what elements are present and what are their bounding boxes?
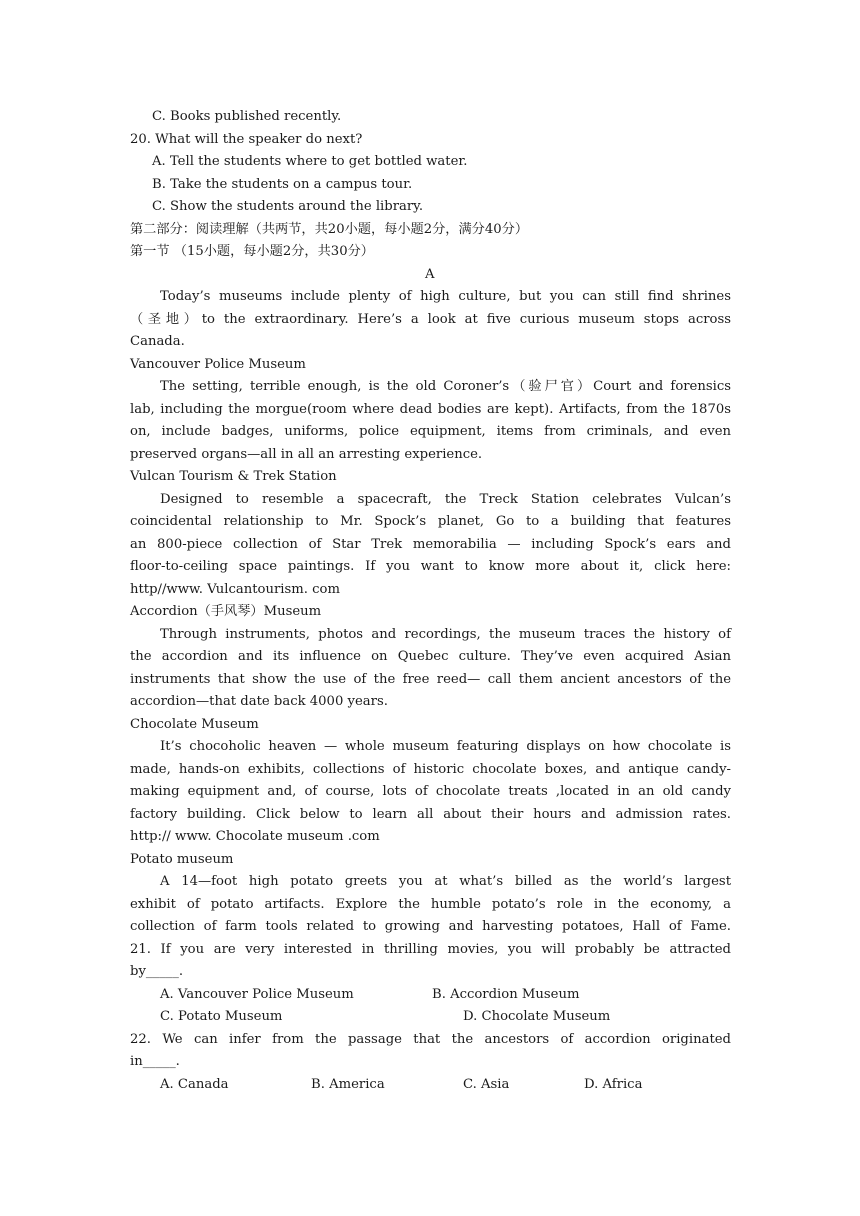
museum-heading-chocolate: Chocolate Museum	[130, 717, 259, 732]
q21-stem-cont: by_____.	[130, 964, 184, 979]
passage-line: on, include badges, uniforms, police equipment, items from criminals, and even	[130, 424, 731, 439]
q19-option-c: C. Books published recently.	[152, 109, 342, 124]
q21-option-d: D. Chocolate Museum	[463, 1009, 611, 1024]
passage-line: an 800-piece collection of Star Trek memorabilia — including Spock’s ears and	[130, 537, 731, 552]
passage-line: factory building. Click below to learn all about their hours and admission rates.	[130, 807, 731, 822]
section1-heading: 第一节 （15小题，每小题2分，共30分）	[130, 244, 374, 259]
passage-line: A 14—foot high potato greets you at what’s billed as the world’s largest	[160, 874, 731, 889]
passage-line: Through instruments, photos and recordings, the museum traces the history of	[160, 627, 731, 642]
q22-option-a: A. Canada	[160, 1077, 229, 1092]
q20-stem: 20. What will the speaker do next?	[130, 132, 363, 147]
q21-stem: 21. If you are very interested in thrilling movies, you will probably be attracted	[130, 942, 731, 957]
passage-line: exhibit of potato artifacts. Explore the humble potato’s role in the economy, a	[130, 897, 731, 912]
passage-line: accordion—that date back 4000 years.	[130, 694, 388, 709]
passage-line: lab, including the morgue(room where dead bodies are kept). Artifacts, from the 1870s	[130, 402, 731, 417]
passage-line: http//www. Vulcantourism. com	[130, 582, 340, 597]
passage-line: instruments that show the use of the free reed— call them ancient ancestors of the	[130, 672, 731, 687]
passage-line: Designed to resemble a spacecraft, the Treck Station celebrates Vulcan’s	[160, 492, 731, 507]
q22-stem-cont: in_____.	[130, 1054, 180, 1069]
passage-line: http:// www. Chocolate museum .com	[130, 829, 380, 844]
passage-line: It’s chocoholic heaven — whole museum featuring displays on how chocolate is	[160, 739, 731, 754]
passage-line: the accordion and its influence on Quebec culture. They’ve even acquired Asian	[130, 649, 731, 664]
q20-option-b: B. Take the students on a campus tour.	[152, 177, 413, 192]
q22-stem: 22. We can infer from the passage that the ancestors of accordion originated	[130, 1032, 731, 1047]
passage-line: preserved organs—all in all an arresting experience.	[130, 447, 483, 462]
q20-option-c: C. Show the students around the library.	[152, 199, 424, 214]
passage-line: Today’s museums include plenty of high culture, but you can still find shrines	[160, 289, 731, 304]
passage-line: The setting, terrible enough, is the old Coroner’s（验尸官）Court and forensics	[160, 379, 731, 394]
passage-line: coincidental relationship to Mr. Spock’s planet, Go to a building that features	[130, 514, 731, 529]
part2-heading: 第二部分：阅读理解（共两节，共20小题，每小题2分，满分40分）	[130, 222, 529, 237]
museum-heading-potato: Potato museum	[130, 852, 234, 867]
q21-option-c: C. Potato Museum	[160, 1009, 283, 1024]
passage-line: making equipment and, of course, lots of chocolate treats ,located in an old candy	[130, 784, 731, 799]
q22-option-d: D. Africa	[584, 1077, 643, 1092]
passage-line: collection of farm tools related to growing and harvesting potatoes, Hall of Fame.	[130, 919, 731, 934]
q20-option-a: A. Tell the students where to get bottled water.	[152, 154, 468, 169]
q21-option-a: A. Vancouver Police Museum	[160, 987, 354, 1002]
q22-option-b: B. America	[311, 1077, 385, 1092]
passage-line: （圣地）to the extraordinary. Here’s a look at five curious museum stops across	[130, 312, 731, 327]
q22-option-c: C. Asia	[463, 1077, 510, 1092]
passage-label: A	[425, 267, 435, 282]
museum-heading-vulcan: Vulcan Tourism & Trek Station	[130, 469, 337, 484]
passage-line: Canada.	[130, 334, 185, 349]
passage-line: made, hands-on exhibits, collections of historic chocolate boxes, and antique candy-	[130, 762, 731, 777]
q21-option-b: B. Accordion Museum	[432, 987, 580, 1002]
museum-heading-accordion: Accordion（手风琴）Museum	[130, 604, 322, 619]
museum-heading-vancouver: Vancouver Police Museum	[130, 357, 306, 372]
passage-line: floor-to-ceiling space paintings. If you want to know more about it, click here:	[130, 559, 731, 574]
